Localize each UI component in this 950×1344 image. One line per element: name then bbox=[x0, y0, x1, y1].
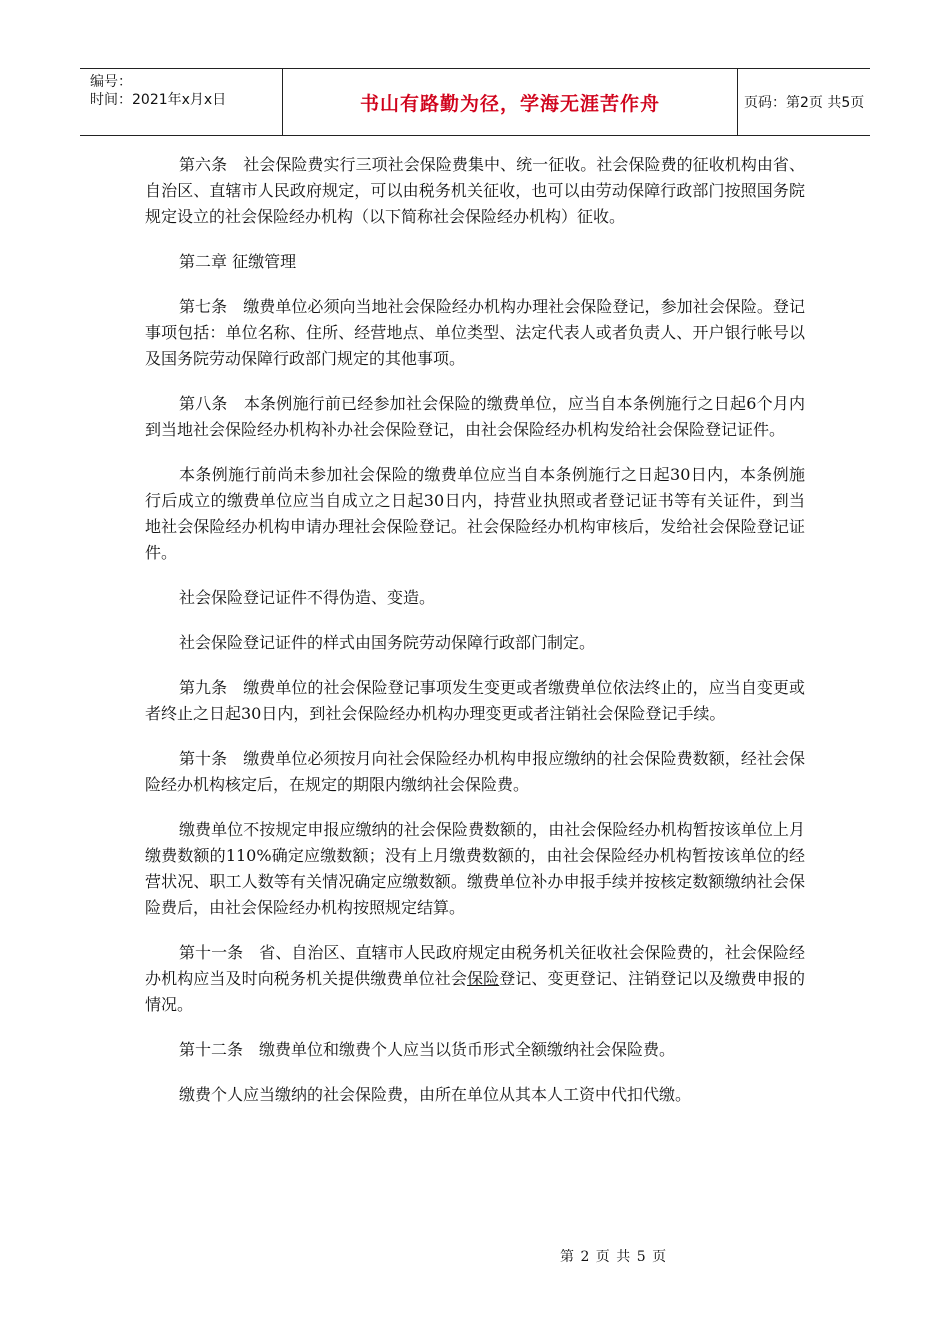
article-8: 第八条 本条例施行前已经参加社会保险的缴费单位，应当自本条例施行之日起6个月内到当地社会保险经办机构补办社会保险登记，由社会保险经办机构发给社会保险登记证件。 bbox=[145, 394, 805, 439]
article-8-paragraph-3: 社会保险登记证件不得伪造、变造。 bbox=[179, 588, 436, 607]
article-11-text-a: 第十一条 省、自治区、直辖市人民政府规定由税务机关征收社会保险费的，社会保险经办机构应当及时向税务机关提供缴费单位社会 bbox=[145, 943, 805, 988]
article-8-paragraph-2: 本条例施行前尚未参加社会保险的缴费单位应当自本条例施行之日起30日内，本条例施行后成立的缴费单位应当自成立之日起30日内，持营业执照或者登记证书等有关证件，到当地社会保险经办机构申请办理社会保险登记。社会保险经办机构审核后，发给社会保险登记证件。 bbox=[145, 465, 805, 562]
article-12: 第十二条 缴费单位和缴费个人应当以货币形式全额缴纳社会保险费。 bbox=[179, 1040, 676, 1059]
document-number-label: 编号： bbox=[90, 74, 132, 90]
header-motto: 书山有路勤为径，学海无涯苦作舟 bbox=[282, 69, 738, 135]
document-body bbox=[145, 152, 805, 1127]
underlined-word: 保险 bbox=[466, 969, 500, 988]
header-meta bbox=[90, 73, 280, 109]
article-6: 第六条 社会保险费实行三项社会保险费集中、统一征收。社会保险费的征收机构由省、自治区、直辖市人民政府规定，可以由税务机关征收，也可以由劳动保障行政部门按照国务院规定设立的社会保险经办机构（以下简称社会保险经办机构）征收。 bbox=[145, 155, 805, 226]
article-10: 第十条 缴费单位必须按月向社会保险经办机构申报应缴纳的社会保险费数额，经社会保险经办机构核定后，在规定的期限内缴纳社会保险费。 bbox=[145, 749, 805, 794]
article-9: 第九条 缴费单位的社会保险登记事项发生变更或者缴费单位依法终止的，应当自变更或者终止之日起30日内，到社会保险经办机构办理变更或者注销社会保险登记手续。 bbox=[145, 678, 805, 723]
article-10-paragraph-2: 缴费单位不按规定申报应缴纳的社会保险费数额的，由社会保险经办机构暂按该单位上月缴费数额的110%确定应缴数额；没有上月缴费数额的，由社会保险经办机构暂按该单位的经营状况、职工人数等有关情况确定应缴数额。缴费单位补办申报手续并按核定数额缴纳社会保险费后，由社会保险经办机构按照规定结算。 bbox=[145, 820, 805, 917]
chapter-title: 第二章 征缴管理 bbox=[179, 252, 297, 271]
page-header bbox=[80, 68, 870, 136]
document-time-label: 时间：2021年x月x日 bbox=[90, 92, 227, 108]
article-12-paragraph-2: 缴费个人应当缴纳的社会保险费，由所在单位从其本人工资中代扣代缴。 bbox=[179, 1085, 692, 1104]
article-7: 第七条 缴费单位必须向当地社会保险经办机构办理社会保险登记，参加社会保险。登记事项包括：单位名称、住所、经营地点、单位类型、法定代表人或者负责人、开户银行帐号以及国务院劳动保障行政部门规定的其他事项。 bbox=[145, 297, 805, 368]
article-11-text-b: 登记、变更登记、注销登记以及缴费申报的情况。 bbox=[145, 969, 805, 1014]
article-8-paragraph-4: 社会保险登记证件的样式由国务院劳动保障行政部门制定。 bbox=[179, 633, 596, 652]
page-footer: 第 2 页 共 5 页 bbox=[560, 1249, 668, 1265]
header-page-number: 页码：第2页 共5页 bbox=[744, 95, 865, 111]
article-11 bbox=[145, 940, 805, 1018]
